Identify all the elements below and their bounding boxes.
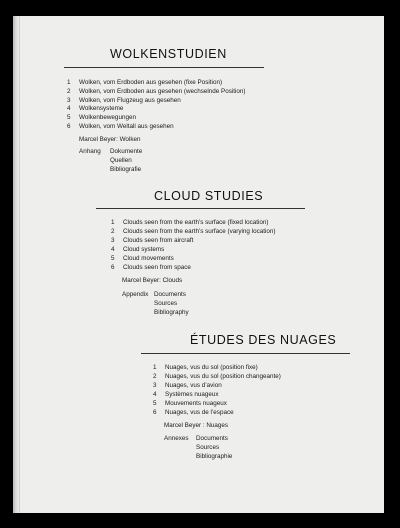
list-item: 2 Clouds seen from the earth’s surface (varying location) — [111, 228, 276, 235]
appendix-item: Bibliografie — [110, 166, 142, 173]
appendix-item: Sources — [196, 444, 220, 451]
spine-hinge — [19, 16, 20, 513]
appendix-item: Dokumente — [110, 148, 143, 155]
heading-rule — [64, 67, 264, 68]
list-item: 3 Wolken, vom Flugzeug aus gesehen — [67, 97, 181, 104]
list-item: 6 Clouds seen from space — [111, 264, 191, 271]
appendix-item: Sources — [154, 300, 178, 307]
appendix-item: Bibliographie — [196, 453, 233, 460]
appendix-label: Anhang — [79, 148, 101, 155]
list-item: 6 Nuages, vus de l’espace — [153, 409, 234, 416]
section-heading: ÉTUDES DES NUAGES — [190, 333, 337, 347]
list-item: 1 Wolken, vom Erdboden aus gesehen (fixe Position) — [67, 79, 223, 86]
list-item: 3 Clouds seen from aircraft — [111, 237, 194, 244]
list-item: 6 Wolken, vom Weltall aus gesehen — [67, 123, 174, 130]
list-item: 5 Mouvements nuageux — [153, 400, 227, 407]
list-item: 2 Wolken, vom Erdboden aus gesehen (wechselnde Position) — [67, 88, 246, 95]
appendix-item: Documents — [196, 435, 228, 442]
list-item: 5 Cloud movements — [111, 255, 174, 262]
list-item: 2 Nuages, vus du sol (position changeante) — [153, 373, 281, 380]
list-item: 1 Clouds seen from the earth’s surface (fixed location) — [111, 219, 269, 226]
section-heading: CLOUD STUDIES — [154, 189, 264, 203]
heading-rule — [96, 208, 305, 209]
heading-rule — [141, 353, 350, 354]
list-item: 1 Nuages, vus du sol (position fixe) — [153, 364, 258, 371]
section-heading: WOLKENSTUDIEN — [110, 47, 227, 61]
appendix-label: Annexes — [164, 435, 189, 442]
author-line: Marcel Beyer : Nuages — [164, 422, 229, 429]
appendix-label: Appendix — [122, 291, 149, 298]
author-line: Marcel Beyer: Wolken — [79, 136, 141, 143]
appendix-item: Documents — [154, 291, 186, 298]
list-item: 4 Cloud systems — [111, 246, 165, 253]
list-item: 5 Wolkenbewegungen — [67, 114, 136, 121]
list-item: 4 Wolkensysteme — [67, 105, 124, 112]
list-item: 3 Nuages, vus d’avion — [153, 382, 222, 389]
appendix-item: Quellen — [110, 157, 132, 164]
appendix-item: Bibliography — [154, 309, 189, 316]
list-item: 4 Systèmes nuageux — [153, 391, 219, 398]
author-line: Marcel Beyer: Clouds — [122, 277, 183, 284]
